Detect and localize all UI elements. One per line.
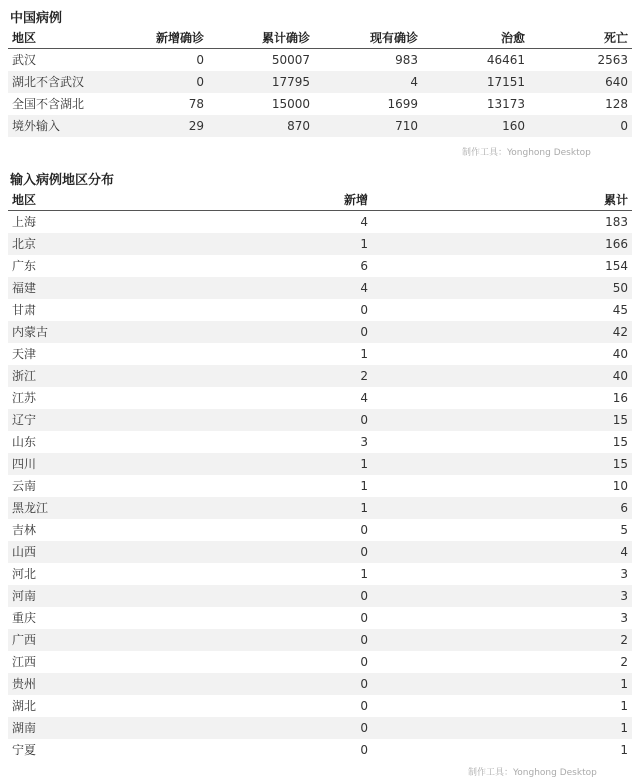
region-cell: 境外输入 (8, 115, 112, 137)
table-row (8, 93, 632, 115)
value-cell: 0 (360, 611, 368, 625)
value-cell: 870 (208, 115, 314, 137)
value-cell: 0 (360, 523, 368, 537)
region-cell: 江西 (12, 655, 37, 669)
table-row (8, 739, 632, 761)
column-header: 地区 (8, 190, 264, 211)
table-row (8, 387, 632, 409)
value-cell: 10 (612, 479, 628, 493)
table-header-row (8, 190, 632, 211)
table-row (8, 211, 632, 234)
value-cell: 2 (620, 655, 628, 669)
table-row (8, 541, 632, 563)
value-cell: 5 (620, 523, 628, 537)
value-cell: 6 (360, 259, 368, 273)
column-header: 地区 (8, 28, 112, 49)
value-cell: 0 (264, 717, 372, 739)
region-cell: 浙江 (8, 365, 264, 387)
column-header: 新增确诊 (112, 28, 208, 49)
value-cell: 29 (112, 115, 208, 137)
value-cell: 4 (264, 277, 372, 299)
china-cases-table (8, 28, 632, 137)
value-cell: 2563 (597, 53, 628, 67)
value-cell: 0 (529, 115, 632, 137)
imported-cases-table (8, 190, 632, 761)
region-cell: 广西 (8, 629, 264, 651)
china-table-credit: 制作工具：Yonghong Desktop (462, 148, 591, 158)
value-cell: 45 (612, 303, 628, 317)
value-cell: 50 (372, 277, 632, 299)
value-cell: 0 (112, 71, 208, 93)
table-row (8, 453, 632, 475)
value-cell: 0 (360, 699, 368, 713)
value-cell: 183 (605, 215, 628, 229)
region-cell: 天津 (12, 347, 37, 361)
value-cell: 1 (264, 497, 372, 519)
value-cell: 160 (422, 115, 529, 137)
region-cell: 广东 (12, 259, 37, 273)
value-cell: 4 (314, 71, 422, 93)
region-cell: 湖北不含武汉 (8, 71, 112, 93)
region-cell: 江苏 (12, 391, 37, 405)
table-row (8, 365, 632, 387)
value-cell: 15 (612, 435, 628, 449)
value-cell: 1 (620, 743, 628, 757)
value-cell: 3 (360, 435, 368, 449)
table-row (8, 629, 632, 651)
value-cell: 0 (196, 53, 204, 67)
region-cell: 云南 (12, 479, 37, 493)
table-row (8, 255, 632, 277)
value-cell: 16 (612, 391, 628, 405)
region-cell: 贵州 (8, 673, 264, 695)
value-cell: 15 (372, 409, 632, 431)
region-cell: 武汉 (12, 53, 37, 67)
region-cell: 北京 (8, 233, 264, 255)
table-row (8, 277, 632, 299)
table-row (8, 673, 632, 695)
table-row (8, 585, 632, 607)
table-row (8, 343, 632, 365)
value-cell: 0 (360, 655, 368, 669)
table-row (8, 71, 632, 93)
table-row (8, 695, 632, 717)
region-cell: 黑龙江 (8, 497, 264, 519)
value-cell: 15000 (271, 97, 310, 111)
table-row (8, 431, 632, 453)
table-row (8, 409, 632, 431)
region-cell: 吉林 (12, 523, 37, 537)
table-row (8, 563, 632, 585)
value-cell: 3 (372, 585, 632, 607)
value-cell: 0 (264, 409, 372, 431)
region-cell: 福建 (8, 277, 264, 299)
region-cell: 辽宁 (8, 409, 264, 431)
value-cell: 15 (372, 453, 632, 475)
table-header-row (8, 28, 632, 49)
value-cell: 40 (372, 365, 632, 387)
value-cell: 1 (360, 567, 368, 581)
region-cell: 全国不含湖北 (12, 97, 85, 111)
value-cell: 0 (264, 673, 372, 695)
imported-table-credit: 制作工具：Yonghong Desktop (468, 768, 597, 778)
region-cell: 河南 (8, 585, 264, 607)
value-cell: 128 (605, 97, 628, 111)
imported-cases-title: 输入病例地区分布 (10, 173, 115, 188)
china-cases-title: 中国病例 (10, 11, 63, 26)
value-cell: 2 (264, 365, 372, 387)
region-cell: 河北 (12, 567, 37, 581)
table-row (8, 49, 632, 72)
table-row (8, 651, 632, 673)
value-cell: 983 (395, 53, 418, 67)
column-header: 治愈 (422, 28, 529, 49)
value-cell: 0 (264, 585, 372, 607)
value-cell: 50007 (271, 53, 310, 67)
value-cell: 710 (314, 115, 422, 137)
table-row (8, 233, 632, 255)
value-cell: 0 (360, 303, 368, 317)
value-cell: 4 (360, 391, 368, 405)
region-cell: 湖南 (8, 717, 264, 739)
value-cell: 13173 (486, 97, 525, 111)
value-cell: 1 (360, 347, 368, 361)
region-cell: 山东 (12, 435, 37, 449)
value-cell: 0 (264, 629, 372, 651)
region-cell: 四川 (8, 453, 264, 475)
region-cell: 湖北 (12, 699, 37, 713)
value-cell: 1 (372, 717, 632, 739)
column-header: 现有确诊 (314, 28, 422, 49)
column-header: 累计 (372, 190, 632, 211)
value-cell: 46461 (486, 53, 525, 67)
table-row (8, 115, 632, 137)
value-cell: 0 (264, 541, 372, 563)
region-cell: 重庆 (12, 611, 37, 625)
value-cell: 17151 (422, 71, 529, 93)
region-cell: 宁夏 (12, 743, 37, 757)
value-cell: 1 (264, 233, 372, 255)
value-cell: 4 (372, 541, 632, 563)
value-cell: 40 (612, 347, 628, 361)
value-cell: 6 (372, 497, 632, 519)
value-cell: 166 (372, 233, 632, 255)
value-cell: 1699 (387, 97, 418, 111)
table-row (8, 321, 632, 343)
value-cell: 0 (360, 743, 368, 757)
region-cell: 甘肃 (12, 303, 37, 317)
region-cell: 山西 (8, 541, 264, 563)
value-cell: 0 (264, 321, 372, 343)
column-header: 新增 (264, 190, 372, 211)
value-cell: 4 (360, 215, 368, 229)
region-cell: 内蒙古 (8, 321, 264, 343)
value-cell: 17795 (208, 71, 314, 93)
value-cell: 1 (360, 479, 368, 493)
value-cell: 154 (605, 259, 628, 273)
table-row (8, 607, 632, 629)
value-cell: 3 (620, 611, 628, 625)
table-row (8, 299, 632, 321)
table-row (8, 475, 632, 497)
region-cell: 上海 (12, 215, 37, 229)
value-cell: 3 (620, 567, 628, 581)
value-cell: 1 (620, 699, 628, 713)
value-cell: 1 (264, 453, 372, 475)
value-cell: 1 (372, 673, 632, 695)
value-cell: 78 (188, 97, 204, 111)
table-row (8, 497, 632, 519)
value-cell: 2 (372, 629, 632, 651)
value-cell: 42 (372, 321, 632, 343)
table-row (8, 717, 632, 739)
value-cell: 640 (529, 71, 632, 93)
column-header: 死亡 (529, 28, 632, 49)
column-header: 累计确诊 (208, 28, 314, 49)
table-row (8, 519, 632, 541)
